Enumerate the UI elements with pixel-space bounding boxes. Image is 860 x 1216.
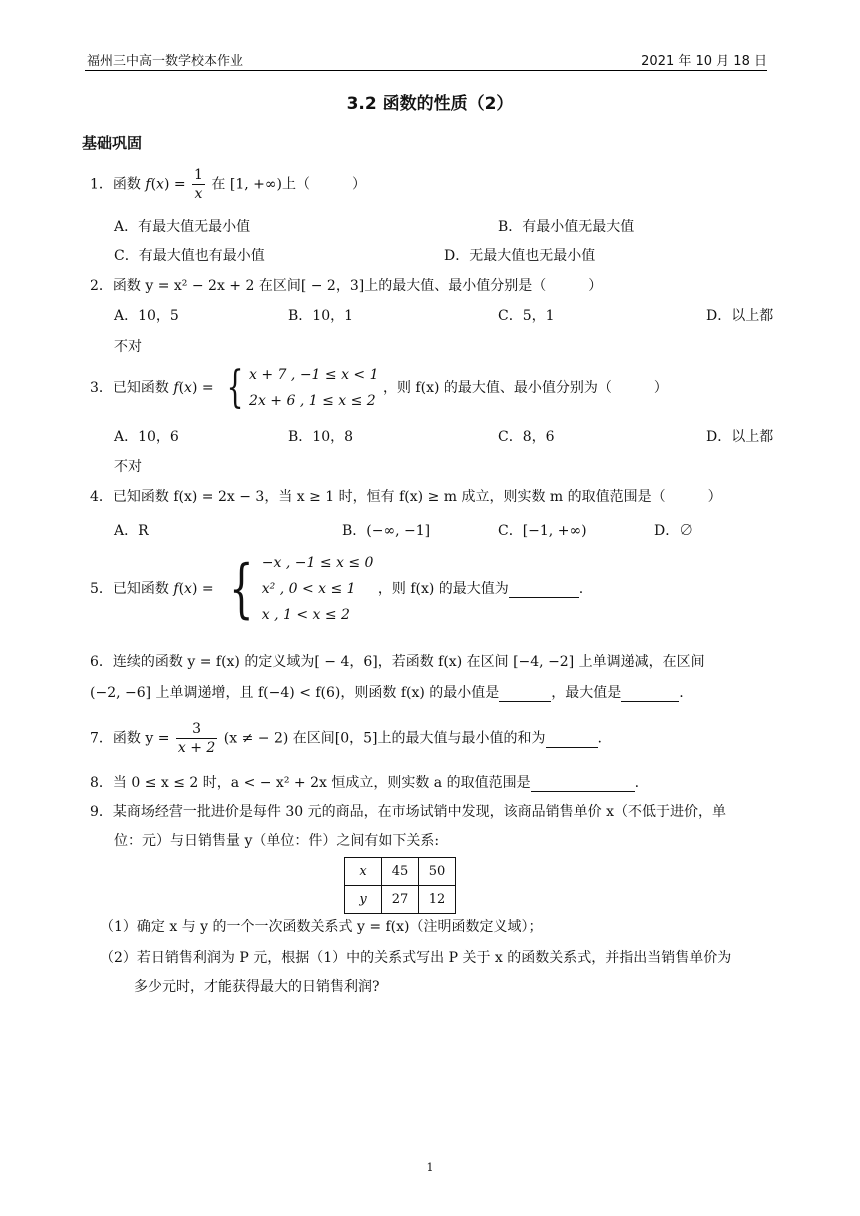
q3-option-b[interactable]: B．10，8 — [288, 429, 354, 445]
table-row — [345, 858, 456, 886]
q4-option-a[interactable]: A．R — [114, 523, 149, 539]
q4-option-b[interactable]: B．(−∞, −1] — [342, 523, 431, 539]
q7-post: (x ≠ − 2) 在区间[0，5]上的最大值与最小值的和为 — [223, 730, 546, 747]
q1-interval: [1, +∞) — [229, 176, 282, 193]
table-cell: 27 — [382, 886, 419, 914]
q3-piecewise: { x + 7 , −1 ≤ x < 1 2x + 6 , 1 ≤ x ≤ 2 — [226, 362, 379, 413]
q5-case-1: −x , −1 ≤ x ≤ 0 — [261, 555, 374, 571]
q5-answer-blank[interactable] — [509, 581, 579, 598]
question-7 — [90, 720, 602, 757]
q2-option-a[interactable]: A．10，5 — [114, 308, 179, 324]
q1-pre: 1．函数 — [90, 176, 141, 193]
q4-option-d[interactable]: D．∅ — [654, 523, 694, 539]
q3-option-c[interactable]: C．8，6 — [498, 429, 555, 445]
q5-case-2: x² , 0 < x ≤ 1 — [261, 581, 356, 597]
q5-pre: 5．已知函数 — [90, 581, 169, 597]
q1-option-a[interactable]: A．有最大值无最小值 — [114, 219, 251, 235]
q3-option-d[interactable]: D．以上都 — [706, 429, 774, 445]
q6-text-b: ，最大值是 — [551, 685, 622, 701]
q2-option-b[interactable]: B．10，1 — [288, 308, 354, 324]
q9-subquestion-2: （2）若日销售利润为 P 元，根据（1）中的关系式写出 P 关于 x 的函数关系式，并指出当销售单价为 — [100, 950, 732, 966]
question-6-line-2 — [90, 682, 684, 702]
table-cell: y — [345, 886, 382, 914]
question-8 — [90, 772, 639, 792]
question-1: 1．函数 f(x) = $\frac{1}{x}$ 在 [1, +∞)上（ ） — [90, 167, 366, 202]
question-5: 5．已知函数 f(x) = { −x , −1 ≤ x ≤ 0 x² , 0 < x ≤ 1 x , 1 < x ≤ 2 ，则 f(x) 的最大值为 . — [90, 552, 584, 626]
q4-option-c[interactable]: C．[−1, +∞) — [498, 523, 587, 539]
q5-piecewise: { −x , −1 ≤ x ≤ 0 x² , 0 < x ≤ 1 x , 1 < x ≤ 2 — [229, 552, 374, 626]
page-header — [85, 50, 767, 71]
q5-end: . — [578, 581, 584, 597]
q7-end: . — [597, 730, 602, 747]
q3-case-1: x + 7 , −1 ≤ x < 1 — [249, 367, 379, 383]
q6-min-blank[interactable] — [499, 685, 551, 702]
table-cell: x — [345, 858, 382, 886]
page-title: 3.2 函数的性质（2） — [346, 94, 514, 114]
table-cell: 12 — [419, 886, 456, 914]
q1-option-b[interactable]: B．有最小值无最大值 — [498, 219, 635, 235]
page-number: 1 — [426, 1161, 434, 1174]
table-row — [345, 886, 456, 914]
q1-post: 上（ ） — [281, 176, 366, 193]
q7-fraction — [176, 720, 217, 757]
q1-fraction: $\frac{1}{x}$ — [194, 167, 203, 202]
section-heading: 基础巩固 — [82, 134, 143, 152]
q9-subquestion-2-cont: 多少元时，才能获得最大的日销售利润? — [134, 979, 380, 995]
question-9-line-1: 9．某商场经营一批进价是每件 30 元的商品，在市场试销中发现，该商品销售单价 x（不低于进价，单 — [90, 804, 726, 820]
q3-pre: 3．已知函数 — [90, 380, 169, 396]
q1-func: f — [145, 176, 151, 193]
header-date: 2021 年 10 月 18 日 — [641, 54, 767, 69]
q6-text-a: (−2, −6] 上单调递增，且 f(−4) < f(6)，则函数 f(x) 的最小值是 — [90, 685, 500, 701]
q3-option-d-tail: 不对 — [114, 459, 142, 475]
header-school: 福州三中高一数学校本作业 — [87, 54, 244, 69]
q1-option-d[interactable]: D．无最大值也无最小值 — [444, 248, 596, 264]
q2-option-d[interactable]: D．以上都 — [706, 308, 774, 324]
q5-case-3: x , 1 < x ≤ 2 — [261, 607, 350, 623]
q1-mid: 在 — [211, 176, 226, 193]
q7-answer-blank[interactable] — [546, 731, 598, 748]
q2-option-d-tail: 不对 — [114, 339, 142, 355]
question-9-line-2: 位：元）与日销售量 y（单位：件）之间有如下关系: — [114, 833, 440, 849]
question-4: 4．已知函数 f(x) = 2x − 3，当 x ≥ 1 时，恒有 f(x) ≥ m 成立，则实数 m 的取值范围是（ ） — [90, 489, 722, 505]
q6-end: . — [679, 685, 684, 701]
question-2: 2．函数 y = x² − 2x + 2 在区间[ − 2，3]上的最大值、最小值分别是（ ） — [90, 278, 603, 294]
q3-post: ，则 f(x) 的最大值、最小值分别为（ ） — [382, 380, 668, 396]
q3-case-2: 2x + 6 , 1 ≤ x ≤ 2 — [249, 393, 376, 409]
question-6-line-1: 6．连续的函数 y = f(x) 的定义域为[ − 4，6]，若函数 f(x) 在区间 [−4, −2] 上单调递减，在区间 — [90, 654, 705, 670]
q9-subquestion-1: （1）确定 x 与 y 的一个一次函数关系式 y = f(x)（注明函数定义域）； — [100, 919, 543, 935]
q5-post: ，则 f(x) 的最大值为 — [377, 581, 509, 597]
q6-max-blank[interactable] — [621, 685, 679, 702]
q7-numerator: 3 — [176, 720, 217, 739]
q1-option-c[interactable]: C．有最大值也有最小值 — [114, 248, 265, 264]
q2-option-c[interactable]: C．5，1 — [498, 308, 555, 324]
q7-pre: 7．函数 y = — [90, 730, 170, 747]
q8-text: 8．当 0 ≤ x ≤ 2 时，a < − x² + 2x 恒成立，则实数 a 的取值范围是 — [90, 775, 531, 791]
price-sales-table — [344, 857, 456, 914]
q7-denominator: x + 2 — [177, 740, 216, 756]
q3-option-a[interactable]: A．10，6 — [114, 429, 179, 445]
table-cell: 45 — [382, 858, 419, 886]
q8-end: . — [634, 775, 640, 791]
question-3: 3．已知函数 f(x) = { x + 7 , −1 ≤ x < 1 2x + 6 , 1 ≤ x ≤ 2 ，则 f(x) 的最大值、最小值分别为（ ） — [90, 362, 668, 413]
q8-answer-blank[interactable] — [531, 775, 635, 792]
table-cell: 50 — [419, 858, 456, 886]
